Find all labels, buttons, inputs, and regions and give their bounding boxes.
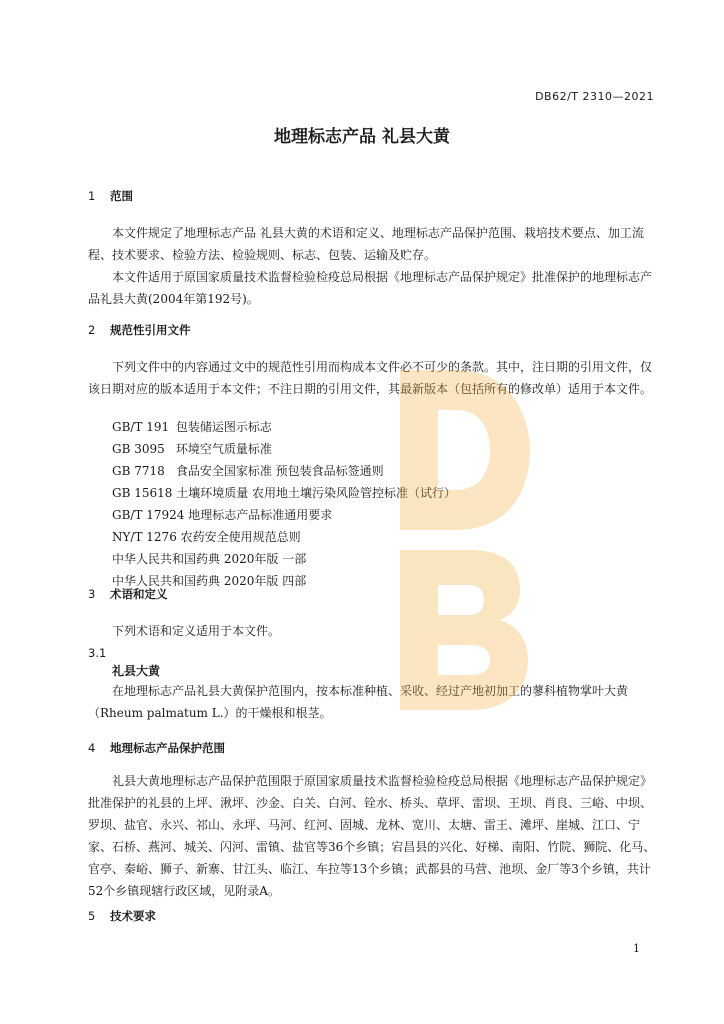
section-4-heading: [88, 740, 225, 756]
section-3-heading: [88, 586, 168, 602]
term-number: 3.1: [88, 646, 107, 660]
section-title: 地理标志产品保护范围: [110, 741, 226, 755]
page-number: 1: [633, 942, 640, 955]
reference-item: GB 15618 土壤环境质量 农用地土壤污染风险管控标准（试行）: [112, 486, 457, 500]
section-number: 5: [88, 909, 96, 923]
reference-item: NY/T 1276 农药安全使用规范总则: [112, 530, 301, 544]
page-title: 地理标志产品 礼县大黄: [274, 127, 450, 147]
section-title: 规范性引用文件: [110, 323, 191, 337]
section-1-heading: [88, 188, 133, 204]
standard-number: DB62/T 2310—2021: [535, 90, 654, 103]
section-title: 术语和定义: [110, 587, 168, 601]
reference-item: 中华人民共和国药典 2020年版 四部: [112, 574, 307, 588]
reference-item: GB 3095 环境空气质量标准: [112, 442, 272, 456]
section-4-paragraph-1: 礼县大黄地理标志产品保护范围限于原国家质量技术监督检验检疫总局根据《地理标志产品保护规定》批准保护的礼县的上坪、湫坪、沙金、白关、白河、铨水、桥头、草坪、雷坝、王坝、肖良、三峪、中坝、罗坝、盐官、永兴、祁山、永坪、马河、红河、固城、龙林、宽川、太塘、雷王、滩坪、崖城、江口、宁家、石桥、燕河、城关、闪河、雷镇、盐官等36个乡镇；宕昌县的兴化、好梯、南阳、竹院、狮院、化马、官亭、秦峪、狮子、新寨、甘江头、临江、车拉等13个乡镇；武都县的马营、池坝、金厂等3个乡镇，共计52个乡镇现辖行政区域，见附录A。: [88, 774, 656, 898]
section-number: 3: [88, 587, 96, 601]
section-5-heading: [88, 908, 156, 924]
reference-item: GB 7718 食品安全国家标准 预包装食品标签通则: [112, 464, 384, 478]
reference-item: GB/T 191 包装储运图示标志: [112, 420, 272, 434]
section-2-heading: [88, 322, 191, 338]
term-definition: 在地理标志产品礼县大黄保护范围内，按本标准种植、采收、经过产地初加工的蓼科植物掌叶大黄（Rheum palmatum L.）的干燥根和根茎。: [88, 684, 629, 720]
term-name: 礼县大黄: [112, 664, 161, 678]
section-number: 1: [88, 189, 96, 203]
section-1-paragraph-2: 本文件适用于原国家质量技术监督检验检疫总局根据《地理标志产品保护规定》批准保护的地理标志产品礼县大黄(2004年第192号)。: [88, 270, 653, 306]
section-number: 2: [88, 323, 96, 337]
section-2-paragraph-1: 下列文件中的内容通过文中的规范性引用而构成本文件必不可少的条款。其中，注日期的引用文件，仅该日期对应的版本适用于本文件；不注日期的引用文件，其最新版本（包括所有的修改单）适用于本文件。: [88, 360, 653, 396]
section-title: 技术要求: [110, 909, 157, 923]
section-title: 范围: [110, 189, 134, 203]
reference-item: GB/T 17924 地理标志产品标准通用要求: [112, 508, 333, 522]
section-3-paragraph-1: 下列术语和定义适用于本文件。: [112, 624, 281, 638]
section-1-paragraph-1: 本文件规定了地理标志产品 礼县大黄的术语和定义、地理标志产品保护范围、栽培技术要点、加工流程、技术要求、检验方法、检验规则、标志、包装、运输及贮存。: [88, 226, 644, 262]
reference-item: 中华人民共和国药典 2020年版 一部: [112, 552, 307, 566]
section-number: 4: [88, 741, 96, 755]
